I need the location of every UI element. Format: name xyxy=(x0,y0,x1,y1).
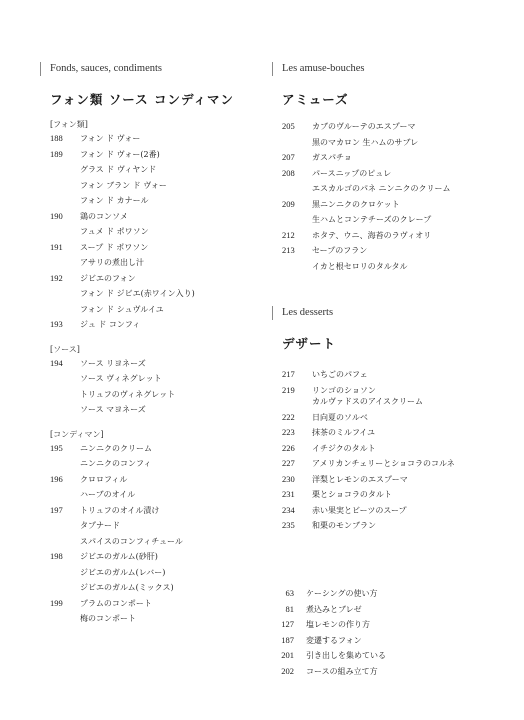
page-number: 194 xyxy=(50,357,63,368)
toc-entry[interactable] xyxy=(50,518,250,534)
page-number xyxy=(50,402,80,418)
toc-entry[interactable] xyxy=(50,356,250,372)
section-fonds xyxy=(40,62,250,627)
toc-entry[interactable] xyxy=(282,383,512,410)
entry-title: 和栗のモンブラン xyxy=(312,521,376,530)
toc-entry[interactable] xyxy=(272,648,512,664)
entry-title: ジュ ド コンフィ xyxy=(80,320,141,329)
toc-entry[interactable] xyxy=(50,317,250,333)
toc-entry[interactable] xyxy=(282,228,512,244)
toc-entry[interactable] xyxy=(50,302,250,318)
page-number xyxy=(282,212,312,228)
page-number xyxy=(50,255,80,271)
toc-entry[interactable] xyxy=(50,193,250,209)
page-number: 219 xyxy=(282,384,295,395)
entry-title: ジビエのガルム(ミックス) xyxy=(80,583,174,592)
entry-title: ジビエのガルム(レバー) xyxy=(80,567,166,577)
toc-entry[interactable] xyxy=(50,371,250,387)
page-number: 197 xyxy=(50,504,63,515)
toc-entry[interactable] xyxy=(282,425,512,441)
toc-entry[interactable] xyxy=(50,240,250,256)
entry-title: 洋梨とレモンのエスプーマ xyxy=(312,474,408,484)
section-title-jp: デザート xyxy=(282,336,337,351)
toc-entry[interactable] xyxy=(50,565,250,581)
page-number: 227 xyxy=(282,458,295,468)
page-number: 195 xyxy=(50,442,63,453)
toc-entry[interactable] xyxy=(50,402,250,418)
toc-entry[interactable] xyxy=(50,131,250,147)
toc-entry[interactable] xyxy=(50,162,250,178)
page-number: 127 xyxy=(281,619,294,629)
toc-entry[interactable] xyxy=(50,387,250,403)
toc-entry[interactable] xyxy=(50,534,250,550)
toc-entry[interactable] xyxy=(50,503,250,519)
toc-entry[interactable] xyxy=(50,472,250,488)
entry-title: フォン ド ジビエ(赤ワイン入り) xyxy=(80,289,195,298)
page-number: 234 xyxy=(282,504,295,515)
page-number xyxy=(282,259,312,275)
page-number xyxy=(50,178,80,194)
entry-title: 黒のマカロン 生ハムのサブレ xyxy=(312,137,419,147)
page-number xyxy=(50,565,80,581)
page-number: 190 xyxy=(50,210,63,221)
toc-entry[interactable] xyxy=(50,456,250,472)
entry-title: 赤い果実とビーツのスープ xyxy=(312,505,407,515)
entry-title: タプナード xyxy=(80,521,120,530)
toc-entry[interactable] xyxy=(50,441,250,457)
entry-title: 生ハムとコンテチーズのクレープ xyxy=(312,215,432,224)
page-number xyxy=(282,181,312,197)
page-number: 189 xyxy=(50,148,63,159)
entry-title: プラムのコンポート xyxy=(80,598,152,608)
page-number: 199 xyxy=(50,597,63,608)
page-number xyxy=(50,193,80,209)
section-title-jp: アミューズ xyxy=(282,92,349,107)
toc-entry[interactable] xyxy=(282,243,512,259)
page-number: 208 xyxy=(282,167,295,178)
entry-title: フォン ド ヴォー(2番) xyxy=(80,149,160,159)
entry-title: 変遷するフォン xyxy=(306,635,362,645)
entry-title: いちごのパフェ xyxy=(312,370,368,379)
page-number: 207 xyxy=(282,152,295,162)
entry-title: リンゴのショソン xyxy=(312,385,376,395)
toc-entry[interactable] xyxy=(50,147,250,163)
page-number xyxy=(50,286,80,302)
entry-title: 栗とショコラのタルト xyxy=(312,490,392,499)
entry-title: ニンニクのクリーム xyxy=(80,443,152,453)
entry-title: アサリの煮出し汁 xyxy=(80,258,144,267)
toc-entry[interactable] xyxy=(50,271,250,287)
entry-title: 引き出しを集めている xyxy=(306,651,386,660)
entry-title: 煮込みとブレゼ xyxy=(306,604,362,614)
toc-entry[interactable] xyxy=(50,209,250,225)
group-label: [コンディマン] xyxy=(50,429,104,439)
entry-title: フュメ ド ポワソン xyxy=(80,227,149,236)
toc-entry[interactable] xyxy=(282,487,512,503)
entry-title: 日向夏のソルベ xyxy=(312,412,368,422)
page-number: 209 xyxy=(282,198,295,209)
page-number: 188 xyxy=(50,133,63,143)
entry-title: ケーシングの使い方 xyxy=(306,589,378,598)
entry-title: セープのフラン xyxy=(312,246,368,255)
page-number xyxy=(50,387,80,403)
entry-title: ジビエのガルム(砂肝) xyxy=(80,552,158,561)
toc-entry[interactable] xyxy=(282,166,512,182)
entry-title: ガスパチョ xyxy=(312,153,352,162)
page-number: 222 xyxy=(282,411,295,422)
page-number: 230 xyxy=(282,473,295,484)
entry-title: エスカルゴのパネ ニンニクのクリーム xyxy=(312,184,451,193)
page-number: 205 xyxy=(282,121,295,131)
page-number xyxy=(50,162,80,178)
toc-entry[interactable] xyxy=(50,549,250,565)
page-number: 213 xyxy=(282,245,295,255)
toc-entry[interactable] xyxy=(50,611,250,627)
toc-entry[interactable] xyxy=(272,602,512,618)
page-number xyxy=(50,456,80,472)
toc-entry[interactable] xyxy=(50,178,250,194)
page-number xyxy=(50,302,80,318)
extras-list xyxy=(272,586,512,679)
page-number: 63 xyxy=(285,588,294,598)
toc-entry[interactable] xyxy=(272,633,512,649)
toc-entry[interactable] xyxy=(282,441,512,457)
toc-entry[interactable] xyxy=(272,617,512,633)
page-number xyxy=(50,371,80,387)
page-number xyxy=(50,580,80,596)
toc-entry[interactable] xyxy=(282,367,512,383)
entry-title: ジビエのフォン xyxy=(80,273,136,283)
entry-title: フォン ド シュヴルイユ xyxy=(80,304,164,314)
page-number: 191 xyxy=(50,241,63,252)
page-number xyxy=(50,487,80,503)
section-title-fr: Les amuse-bouches xyxy=(282,63,365,74)
page-number: 201 xyxy=(281,650,294,660)
toc-entry[interactable] xyxy=(282,181,512,197)
toc-entry[interactable] xyxy=(282,518,512,534)
entry-title: アメリカンチェリーとショコラのコルネ xyxy=(312,459,455,468)
page-number: 202 xyxy=(281,665,294,676)
entry-title: 梅のコンポート xyxy=(80,614,136,623)
section-title-fr: Fonds, sauces, condiments xyxy=(50,63,162,74)
toc-entry[interactable] xyxy=(282,472,512,488)
page-number: 231 xyxy=(282,489,295,499)
entry-title: パースニップのピュレ xyxy=(312,168,392,178)
entry-title: フォン ド ヴォー xyxy=(80,134,141,143)
toc-entry[interactable] xyxy=(50,487,250,503)
page-number xyxy=(50,611,80,627)
entry-subtitle: カルヴァドスのアイスクリーム xyxy=(312,397,424,406)
section-amuse xyxy=(272,62,512,274)
entry-title: 塩レモンの作り方 xyxy=(306,620,370,629)
toc-entry[interactable] xyxy=(282,212,512,228)
toc-entry[interactable] xyxy=(272,664,512,680)
page-number xyxy=(282,135,312,151)
entry-title: フォン ブラン ド ヴォー xyxy=(80,180,167,190)
page-number: 193 xyxy=(50,319,63,329)
page-number: 192 xyxy=(50,272,63,283)
page-number: 223 xyxy=(282,427,295,437)
entry-title: グラス ド ヴィヤンド xyxy=(80,165,157,174)
entry-title: ニンニクのコンフィ xyxy=(80,459,152,468)
toc-entry[interactable] xyxy=(282,503,512,519)
toc-entry[interactable] xyxy=(282,456,512,472)
toc-entry[interactable] xyxy=(50,596,250,612)
section-title-jp: フォン類 ソース コンディマン xyxy=(50,92,234,107)
toc-entry[interactable] xyxy=(282,410,512,426)
entry-title: コースの組み立て方 xyxy=(306,666,378,676)
toc-entry[interactable] xyxy=(50,580,250,596)
toc-entry[interactable] xyxy=(50,255,250,271)
entry-title: スパイスのコンフィチュール xyxy=(80,536,183,546)
group-label: [フォン類] xyxy=(50,120,88,129)
entry-title: トリュフのオイル漬け xyxy=(80,505,160,515)
entry-title: ソース リヨネーズ xyxy=(80,358,146,368)
entry-title: ハーブのオイル xyxy=(80,490,136,499)
page-number xyxy=(50,224,80,240)
page-number: 226 xyxy=(282,442,295,453)
entry-title: ソース ヴィネグレット xyxy=(80,374,162,383)
entry-title: 抹茶のミルフイユ xyxy=(312,428,375,437)
page-number: 196 xyxy=(50,473,63,484)
toc-entry[interactable] xyxy=(282,119,512,135)
entry-title: スープ ド ポワソン xyxy=(80,242,149,252)
entry-title: 黒ニンニクのクロケット xyxy=(312,199,400,209)
toc-entry[interactable] xyxy=(282,197,512,213)
page-number: 81 xyxy=(285,603,294,614)
page-number: 212 xyxy=(282,229,295,240)
section-desserts xyxy=(272,306,512,534)
entry-title: イカと根セロリのタルタル xyxy=(312,261,408,271)
toc-entry[interactable] xyxy=(272,586,512,602)
page-number: 235 xyxy=(282,520,295,530)
entry-title: 鶏のコンソメ xyxy=(80,211,128,221)
entry-title: クロロフィル xyxy=(80,474,128,484)
toc-entry[interactable] xyxy=(50,224,250,240)
entry-title: カブのヴルーテのエスプーマ xyxy=(312,122,416,131)
entry-title: イチジクのタルト xyxy=(312,443,376,453)
page-number xyxy=(50,534,80,550)
toc-entry[interactable] xyxy=(282,259,512,275)
page-number xyxy=(50,518,80,534)
entry-title: トリュフのヴィネグレット xyxy=(80,389,176,399)
toc-entry[interactable] xyxy=(50,286,250,302)
entry-title: ホタテ、ウニ、海苔のラヴィオリ xyxy=(312,230,432,240)
group-label: [ソース] xyxy=(50,344,80,354)
section-title-fr: Les desserts xyxy=(282,307,334,318)
entry-title: ソース マヨネーズ xyxy=(80,405,146,414)
page-number: 217 xyxy=(282,369,295,379)
page-number: 198 xyxy=(50,551,63,561)
page-number: 187 xyxy=(281,634,294,645)
toc-entry[interactable] xyxy=(282,150,512,166)
toc-entry[interactable] xyxy=(282,135,512,151)
entry-title: フォン ド カナール xyxy=(80,196,149,205)
